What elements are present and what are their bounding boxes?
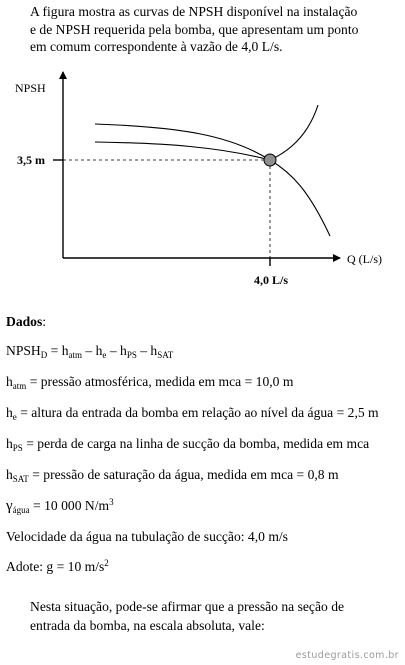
y-axis-label: NPSH	[15, 81, 46, 95]
y-marker-label: 3,5 m	[17, 153, 45, 167]
question-line-1: Nesta situação, pode-se afirmar que a pressão na seção de	[30, 599, 345, 614]
question-paragraph	[30, 597, 402, 635]
npsh-available-curve	[95, 105, 318, 160]
question-line-2: entrada da bomba, na escala absoluta, vale:	[30, 618, 265, 633]
watermark: estudegratis.com.br	[295, 650, 399, 661]
intersection-point	[264, 154, 276, 166]
dado-h-ps: $h_{PS}$ = perda de carga na linha de sucção da bomba, medida em mca	[6, 436, 370, 453]
x-axis-label: Q (L/s)	[347, 252, 382, 266]
dado-gamma-agua: $\gamma_{água} = 10$ 000 $N/m^3$	[6, 497, 114, 515]
intro-line-2: e de NPSH requerida pela bomba, que apresentam um ponto	[30, 21, 359, 37]
dado-gravidade: Adote: g = 10 $m/s^2$	[6, 558, 109, 574]
intro-line-1: A figura mostra as curvas de NPSH disponível na instalação	[30, 4, 358, 19]
dado-h-sat: $h_{SAT}$ = pressão de saturação da água, medida em mca = 0,8 m	[6, 467, 339, 484]
dado-velocidade: Velocidade da água na tubulação de sucção: 4,0 m/s	[6, 529, 288, 544]
dados-heading: Dados:	[6, 314, 47, 329]
intro-line-3: em comum correspondente à vazão de 4,0 L/s.	[30, 39, 283, 54]
npsh-equation: $NPSH_D = h_{atm} - h_e - h_{PS} - h_{SAT}$	[6, 343, 174, 360]
npsh-required-curve	[95, 124, 330, 236]
x-marker-label: 4,0 L/s	[254, 273, 289, 287]
intro-paragraph	[30, 3, 400, 56]
dado-h-atm: $h_{atm}$ = pressão atmosférica, medida em mca = 10,0 m	[6, 374, 294, 391]
npsh-graph	[0, 60, 405, 295]
dado-h-e: $h_e$ = altura da entrada da bomba em relação ao nível da água = 2,5 m	[6, 405, 379, 422]
